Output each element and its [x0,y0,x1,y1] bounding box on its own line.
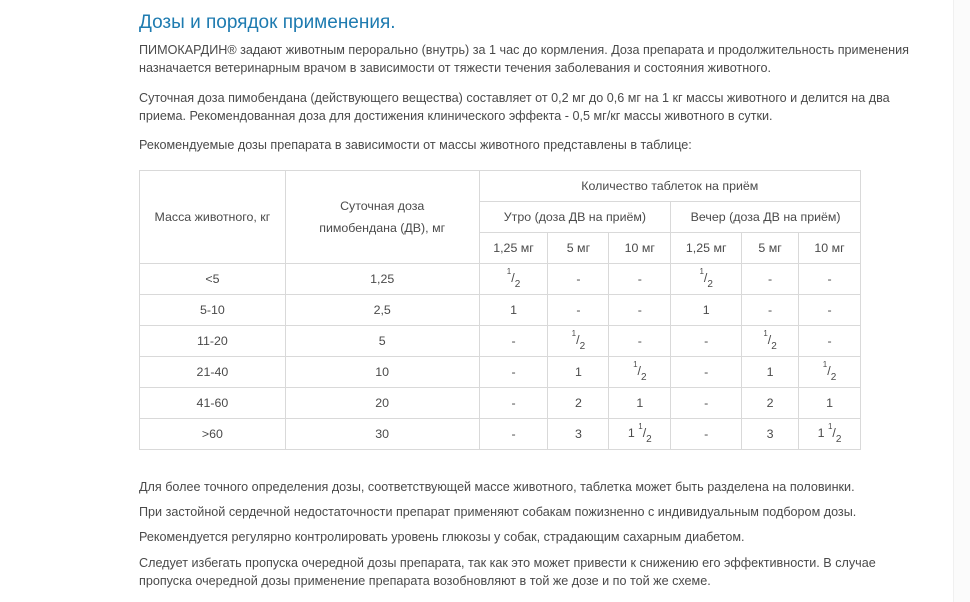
cell-tablets: 1 [799,388,861,419]
table-row [140,419,861,450]
table-row [140,326,861,357]
cell-tablets: - [742,295,799,326]
cell-tablets: 1 [609,388,671,419]
table-row [140,264,861,295]
cell-tablets: - [609,326,671,357]
cell-daily-dose: 20 [285,388,479,419]
cell-tablets: - [799,295,861,326]
cell-tablets: 1 [479,295,548,326]
cell-mass: 11-20 [140,326,286,357]
cell-tablets: $^1/_2$ [742,326,799,357]
cell-tablets: - [609,295,671,326]
cell-mass: >60 [140,419,286,450]
cell-tablets: 1 [671,295,742,326]
header-size-2: 10 мг [609,233,671,264]
cell-tablets: - [548,295,609,326]
page-edge [953,0,970,602]
cell-daily-dose: 5 [285,326,479,357]
note-split-tablet: Для более точного определения дозы, соответствующей массе животного, таблетка может быть разделена на половинки. [139,480,855,494]
header-mass: Масса животного, кг [140,171,286,264]
header-tablets: Количество таблеток на приём [479,171,860,202]
cell-tablets: - [671,357,742,388]
cell-tablets: $^1/_2$ [548,326,609,357]
cell-tablets: 1 $^1/_2$ [609,419,671,450]
table-row [140,388,861,419]
cell-tablets: - [479,419,548,450]
header-evening: Вечер (доза ДВ на приём) [671,202,861,233]
cell-tablets: 2 [548,388,609,419]
header-size-5: 10 мг [799,233,861,264]
cell-mass: 21-40 [140,357,286,388]
cell-tablets: $^1/_2$ [671,264,742,295]
header-daily-dose: Суточная доза пимобендана (ДВ), мг [285,171,479,264]
cell-tablets: $^1/_2$ [609,357,671,388]
dose-paragraph: Суточная доза пимобендана (действующего вещества) составляет от 0,2 мг до 0,6 мг на 1 кг массы животного и делится на два приема. Рекомендованная доза для достижения клинического эффекта - 0,5 мг/кг массы животного в сутки. [139,91,890,123]
cell-daily-dose: 30 [285,419,479,450]
cell-tablets: - [671,326,742,357]
cell-tablets: - [799,264,861,295]
cell-tablets: 3 [742,419,799,450]
section-heading: Дозы и порядок применения. [139,12,396,33]
cell-daily-dose: 1,25 [285,264,479,295]
cell-tablets: $^1/_2$ [799,357,861,388]
table-row [140,295,861,326]
cell-tablets: 1 $^1/_2$ [799,419,861,450]
cell-tablets: - [479,326,548,357]
cell-mass: 5-10 [140,295,286,326]
cell-tablets: 1 [548,357,609,388]
header-morning: Утро (доза ДВ на приём) [479,202,671,233]
note-lifelong: При застойной сердечной недостаточности препарат применяют собакам пожизненно с индивидуальным подбором дозы. [139,505,857,519]
cell-tablets: - [671,419,742,450]
cell-tablets: - [671,388,742,419]
cell-tablets: 1 [742,357,799,388]
cell-tablets: 2 [742,388,799,419]
table-intro-paragraph: Рекомендуемые дозы препарата в зависимости от массы животного представлены в таблице: [139,138,692,152]
note-glucose: Рекомендуется регулярно контролировать уровень глюкозы у собак, страдающим сахарным диабетом. [139,530,745,544]
cell-tablets: - [479,388,548,419]
cell-tablets: 3 [548,419,609,450]
cell-tablets: - [742,264,799,295]
header-size-3: 1,25 мг [671,233,742,264]
cell-tablets: $^1/_2$ [479,264,548,295]
dosage-table [139,170,861,450]
cell-tablets: - [479,357,548,388]
cell-mass: <5 [140,264,286,295]
table-row [140,357,861,388]
cell-mass: 41-60 [140,388,286,419]
header-size-4: 5 мг [742,233,799,264]
header-size-1: 5 мг [548,233,609,264]
header-size-0: 1,25 мг [479,233,548,264]
cell-daily-dose: 10 [285,357,479,388]
intro-paragraph: ПИМОКАРДИН® задают животным перорально (внутрь) за 1 час до кормления. Доза препарата и продолжительность применения назначается ветеринарным врачом в зависимости от тяжести течения заболевания и состояния животного. [139,43,909,75]
note-missed-dose: Следует избегать пропуска очередной дозы препарата, так как это может привести к снижению его эффективности. В случае пропуска очередной дозы применение препарата возобновляют в той же дозе и по той же схеме. [139,556,876,588]
article-content [139,10,929,588]
cell-daily-dose: 2,5 [285,295,479,326]
cell-tablets: - [799,326,861,357]
cell-tablets: - [548,264,609,295]
cell-tablets: - [609,264,671,295]
